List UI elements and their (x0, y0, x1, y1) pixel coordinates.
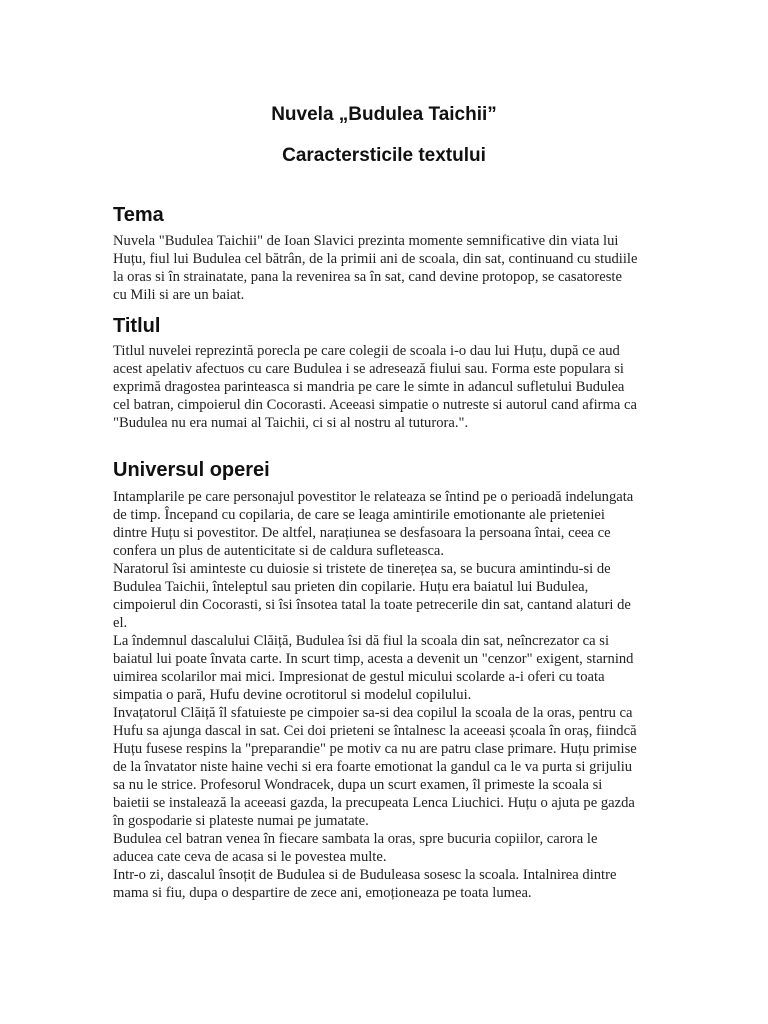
section-body-universul-operei (113, 488, 661, 902)
text-line: baiatul lui poate învata carte. In scurt timp, acesta a devenit un "cenzor" exigent, starnind (113, 651, 634, 667)
text-line: la oras si în strainatate, pana la revenirea sa în sat, cand devine protopop, se casatoreste (113, 269, 622, 285)
text-line: baietii se instalează la aceeasi gazda, la precupeata Lenca Liuchici. Huțu o ajuta pe gazda (113, 795, 635, 811)
text-line: Huțu fusese respins la "preparandie" pe motiv ca nu are patru clase primare. Huțu primise (113, 741, 637, 757)
section-heading-tema: Tema (113, 204, 164, 226)
text-line: aducea cate ceva de acasa si le povestea multe. (113, 849, 387, 865)
text-line: de timp. Începand cu copilaria, de care se leaga amintirile emotionante ale prieteniei (113, 507, 605, 523)
text-line: Titlul nuvelei reprezintă porecla pe care colegii de scoala i-o dau lui Huțu, după ce aud (113, 343, 620, 359)
text-line: dintre Huțu si povestitor. De altfel, narațiunea se desfasoara la persoana întai, ceea ce (113, 525, 611, 541)
text-line: "Budulea nu era numai al Taichii, ci si al nostru al tuturora.". (113, 415, 469, 431)
section-heading-universul-operei: Universul operei (113, 459, 270, 481)
text-line: Invațatorul Clăiță îl sfatuieste pe cimpoier sa-si dea copilul la scoala de la oras, pentru ca (113, 705, 633, 721)
text-line: Intr-o zi, dascalul însoțit de Budulea si de Buduleasa sosesc la scoala. Intalnirea dintre (113, 867, 617, 883)
text-line: acest apelativ afectuos cu care Budulea i se adresează fiului sau. Forma este populara si (113, 361, 624, 377)
text-line: cu Mili si are un baiat. (113, 287, 245, 303)
text-line: La îndemnul dascalului Clăiță, Budulea îsi dă fiul la scoala din sat, neîncrezator ca si (113, 633, 610, 649)
section-body-titlul (113, 342, 661, 432)
text-line: confera un plus de autenticitate si de caldura sufleteasca. (113, 543, 445, 559)
text-line: sa nu le strice. Profesorul Wondracek, dupa un scurt examen, îl primeste la scoala si (113, 777, 603, 793)
text-line: cel batran, cimpoierul din Cocorasti. Aceeasi simpatie o nutreste si autorul cand afirma ca (113, 397, 637, 413)
document-title: Nuvela „Budulea Taichii” (271, 104, 497, 125)
text-line: în gospodarie si plateste numai pe jumatate. (113, 813, 369, 829)
text-line: de la învatator niste haine vechi si era foarte emotionat la gandul ca le va purta si grijuliu (113, 759, 633, 775)
text-line: Huțu, fiul lui Budulea cel bătrân, de la primii ani de scoala, din sat, continuand cu studiile (113, 251, 638, 267)
text-line: Hufu sa ajunga dascal in sat. Cei doi prieteni se întalnesc la aceeasi școala în oraș, fiindcă (113, 723, 637, 739)
section-body-tema (113, 232, 661, 304)
text-line: uimirea scolarilor mai mici. Impresionat de gestul micului scolarde a-i oferi cu toata (113, 669, 605, 685)
text-line: exprimă dragostea parinteasca si mandria pe care le simte in adancul sufletului Budulea (113, 379, 625, 395)
text-line: el. (113, 615, 128, 631)
text-line: Intamplarile pe care personajul povestitor le relateaza se întind pe o perioadă indelungata (113, 489, 634, 505)
text-line: simpatia o pară, Hufu devine ocrotitorul si modelul copilului. (113, 687, 472, 703)
text-line: mama si fiu, dupa o despartire de zece ani, emoționeaza pe toata lumea. (113, 885, 532, 901)
text-line: Budulea cel batran venea în fiecare sambata la oras, spre bucuria copiilor, carora le (113, 831, 598, 847)
text-line: Nuvela "Budulea Taichii" de Ioan Slavici prezinta momente semnificative din viata lui (113, 233, 619, 249)
text-line: Naratorul îsi aminteste cu duiosie si tristete de tinerețea sa, se bucura amintindu-si de (113, 561, 611, 577)
text-line: Budulea Taichii, înteleptul sau prieten din copilarie. Huțu era baiatul lui Budulea, (113, 579, 589, 595)
text-line: cimpoierul din Cocorasti, si îsi însotea tatal la toate petrecerile din sat, cantand alaturi de (113, 597, 631, 613)
section-heading-titlul: Titlul (113, 315, 161, 337)
document-subtitle: Caractersticile textului (282, 145, 486, 166)
